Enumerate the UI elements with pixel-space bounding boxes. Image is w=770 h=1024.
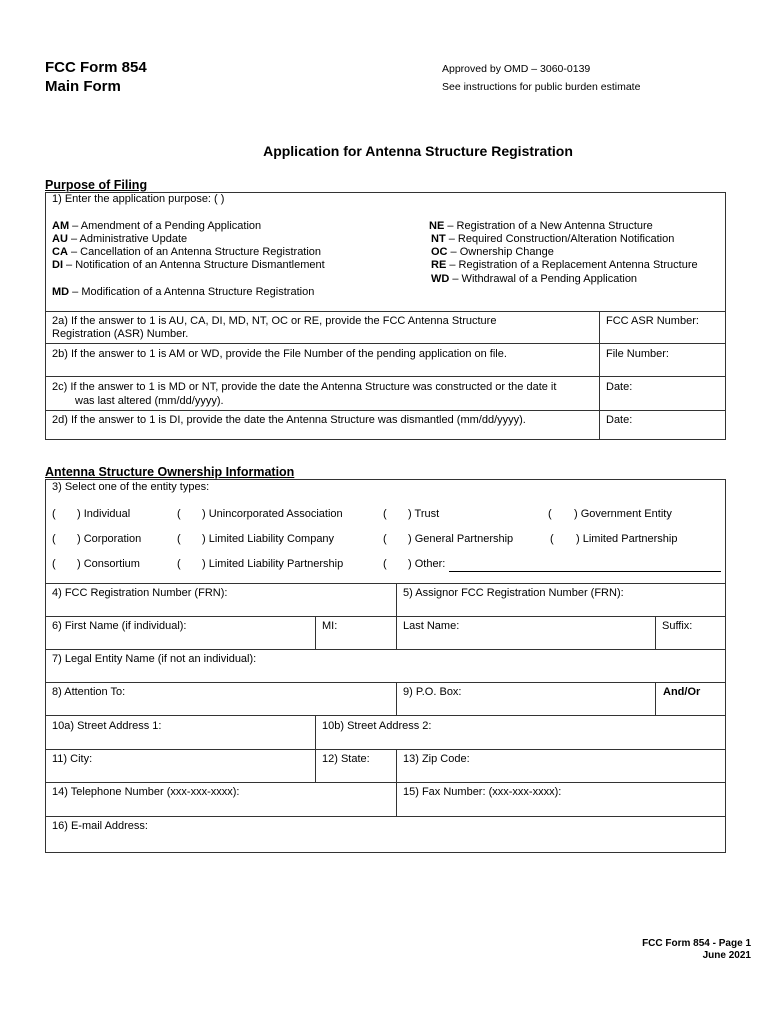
entity-limited-partnership[interactable]: ) Limited Partnership [576,533,678,545]
form-name: FCC Form 854 [45,59,147,76]
divider [45,616,726,617]
code-nt [431,233,674,247]
paren: ( [383,558,387,570]
q2c-line2: was last altered (mm/dd/yyyy). [75,395,224,407]
q2a-line1: 2a) If the answer to 1 is AU, CA, DI, MD, NT, OC or RE, provide the FCC Antenna Structure [52,315,497,327]
code-md [52,286,314,300]
asr-number-field[interactable]: FCC ASR Number: [606,315,699,327]
code-am-desc: – Amendment of a Pending Application [69,220,262,232]
divider [315,749,316,782]
divider [45,682,726,683]
entity-consortium[interactable]: ) Consortium [77,558,140,570]
paren: ( [177,533,181,545]
code-ne-desc: – Registration of a New Antenna Structure [444,220,653,232]
divider [655,682,656,715]
code-ne [429,220,653,234]
code-am-key: AM [52,220,70,232]
divider [315,715,316,749]
ownership-section-title: Antenna Structure Ownership Information [45,465,295,479]
street-address-2-field[interactable]: 10b) Street Address 2: [322,720,432,732]
code-oc [431,246,554,260]
q2b-label: 2b) If the answer to 1 is AM or WD, provide the File Number of the pending application on file. [52,348,507,360]
divider [45,410,726,411]
middle-initial-field[interactable]: MI: [322,620,338,632]
city-field[interactable]: 11) City: [52,753,93,765]
fax-field[interactable]: 15) Fax Number: (xxx-xxx-xxxx): [403,786,562,798]
code-nt-desc: – Required Construction/Alteration Notification [445,233,675,245]
email-field[interactable]: 16) E-mail Address: [52,820,148,832]
q2d-label: 2d) If the answer to 1 is DI, provide the date the Antenna Structure was dismantled (mm/dd/yyyy). [52,414,526,426]
code-oc-key: OC [431,246,448,258]
code-wd-key: WD [431,273,450,285]
code-wd-desc: – Withdrawal of a Pending Application [449,273,638,285]
telephone-field[interactable]: 14) Telephone Number (xxx-xxx-xxxx): [52,786,240,798]
code-re-key: RE [431,259,447,271]
entity-other[interactable] [408,558,721,572]
attention-to-field[interactable]: 8) Attention To: [52,686,126,698]
form-subtitle: Main Form [45,78,121,95]
zip-code-field[interactable]: 13) Zip Code: [403,753,470,765]
divider [45,376,726,377]
divider [45,749,726,750]
divider [396,782,397,816]
code-nt-key: NT [431,233,446,245]
q1-label: 1) Enter the application purpose: ( ) [52,193,225,205]
paren: ( [52,508,56,520]
frn-field[interactable]: 4) FCC Registration Number (FRN): [52,587,228,599]
burden-note: See instructions for public burden estimate [442,81,641,93]
paren: ( [52,558,56,570]
entity-llc[interactable]: ) Limited Liability Company [202,533,335,545]
paren: ( [52,533,56,545]
last-name-field[interactable]: Last Name: [403,620,460,632]
entity-trust[interactable]: ) Trust [408,508,440,520]
paren: ( [177,508,181,520]
assignor-frn-field[interactable]: 5) Assignor FCC Registration Number (FRN): [403,587,624,599]
footer-date: June 2021 [702,950,751,961]
code-md-desc: – Modification of a Antenna Structure Registration [69,286,315,298]
code-di [52,259,325,273]
paren: ( [548,508,552,520]
code-ca-desc: – Cancellation of an Antenna Structure Registration [67,246,322,258]
divider [45,343,726,344]
q3-label: 3) Select one of the entity types: [52,481,210,493]
omb-approval: Approved by OMD – 3060-0139 [442,63,591,75]
code-oc-desc: – Ownership Change [447,246,554,258]
purpose-section-title: Purpose of Filing [45,178,148,192]
po-box-field[interactable]: 9) P.O. Box: [403,686,462,698]
entity-other-label: ) Other: [408,558,446,570]
legal-entity-name-field[interactable]: 7) Legal Entity Name (if not an individual): [52,653,257,665]
divider [599,311,600,440]
code-md-key: MD [52,286,70,298]
file-number-field[interactable]: File Number: [606,348,669,360]
code-ca-key: CA [52,246,68,258]
divider [45,816,726,817]
entity-corporation[interactable]: ) Corporation [77,533,142,545]
q2a-line2: Registration (ASR) Number. [52,328,189,340]
divider [396,583,397,616]
divider [396,616,397,649]
street-address-1-field[interactable]: 10a) Street Address 1: [52,720,162,732]
dismantle-date-field[interactable]: Date: [606,414,633,426]
entity-individual[interactable]: ) Individual [77,508,131,520]
divider [315,616,316,649]
code-wd [431,273,637,287]
divider [396,682,397,715]
footer-page: FCC Form 854 - Page 1 [642,938,751,949]
paren: ( [383,508,387,520]
paren: ( [177,558,181,570]
code-ca [52,246,321,260]
state-field[interactable]: 12) State: [322,753,370,765]
entity-general-partnership[interactable]: ) General Partnership [408,533,514,545]
divider [45,311,726,312]
divider [396,749,397,782]
divider [45,782,726,783]
code-re-desc: – Registration of a Replacement Antenna Structure [446,259,698,271]
code-di-key: DI [52,259,63,271]
code-re [431,259,698,273]
code-am [52,220,261,234]
q2c-line1: 2c) If the answer to 1 is MD or NT, provide the date the Antenna Structure was constructed or the date it [52,381,557,393]
divider [45,649,726,650]
entity-llp[interactable]: ) Limited Liability Partnership [202,558,344,570]
divider [655,616,656,649]
code-ne-key: NE [429,220,445,232]
code-di-desc: – Notification of an Antenna Structure Dismantlement [63,259,325,271]
construction-date-field[interactable]: Date: [606,381,633,393]
first-name-field[interactable]: 6) First Name (if individual): [52,620,187,632]
entity-unincorporated-association[interactable]: ) Unincorporated Association [202,508,343,520]
divider [45,583,726,584]
code-au [52,233,187,247]
and-or-label: And/Or [663,686,701,698]
suffix-field[interactable]: Suffix: [662,620,693,632]
paren: ( [550,533,554,545]
entity-government[interactable]: ) Government Entity [574,508,672,520]
code-au-desc: – Administrative Update [67,233,188,245]
code-au-key: AU [52,233,68,245]
paren: ( [383,533,387,545]
other-entity-input[interactable] [449,560,721,572]
divider [45,715,726,716]
page-title: Application for Antenna Structure Registration [263,143,573,159]
